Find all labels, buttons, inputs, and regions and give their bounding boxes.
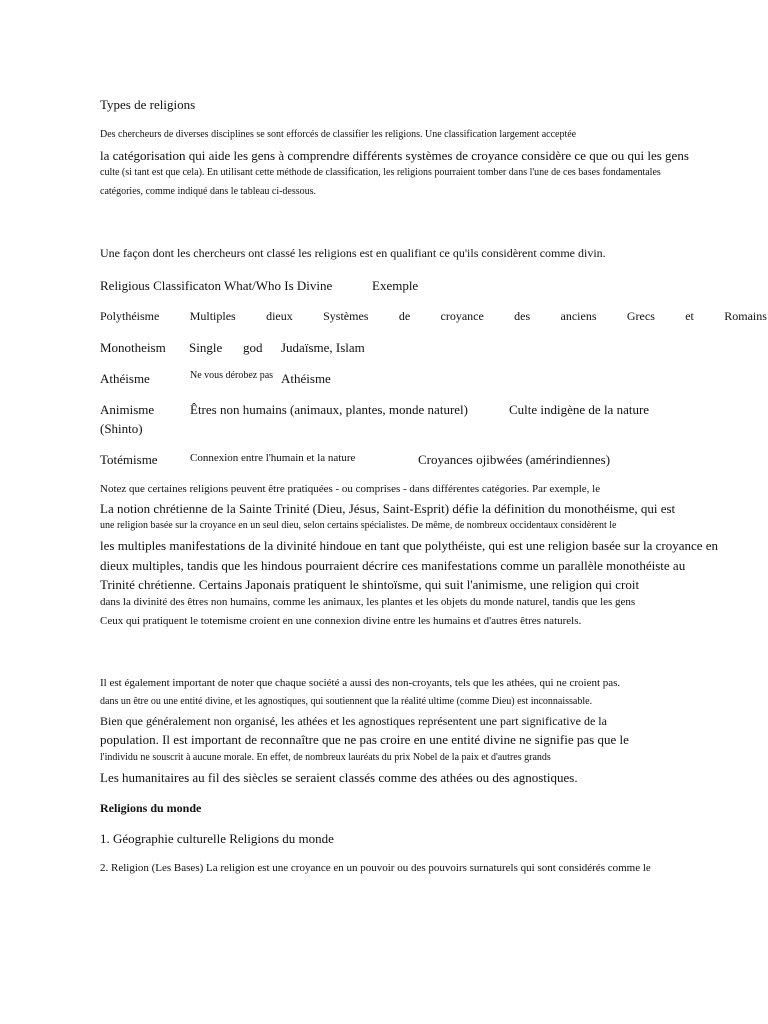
table-cell-classification: Animisme <box>100 402 155 417</box>
paragraph2-line-7: dans la divinité des êtres non humains, comme les animaux, les plantes et les objets du monde naturel, tandis que les gens <box>100 596 636 608</box>
table-cell-divine: Single <box>189 340 223 355</box>
table-cell-example: Athéisme <box>281 371 331 386</box>
intro-line-3: culte (si tant est que cela). En utilisant cette méthode de classification, les religions pourraient tomber dans l'une de ces bases fondamentales <box>100 167 661 178</box>
paragraph2-line-6: Trinité chrétienne. Certains Japonais pratiquent le shintoïsme, qui suit l'animisme, une religion qui croit <box>100 577 640 592</box>
intro-line-4: catégories, comme indiqué dans le tableau ci-dessous. <box>100 186 317 197</box>
paragraph3-line-5: l'individu ne souscrit à aucune morale. En effet, de nombreux lauréats du prix Nobel de la paix et d'autres grands <box>100 752 551 763</box>
paragraph2-line-2: La notion chrétienne de la Sainte Trinité (Dieu, Jésus, Saint-Esprit) défie la définition du monothéisme, qui est <box>100 501 676 516</box>
intro-line-1: Des chercheurs de diverses disciplines se sont efforcés de classifier les religions. Une classification largement acceptée <box>100 129 577 140</box>
table-cell-example: Croyances ojibwées (amérindiennes) <box>418 452 611 467</box>
table-cell-classification-2: (Shinto) <box>100 421 143 436</box>
table-cell-divine: god <box>243 340 263 355</box>
table-header-classification: Religious Classificaton What/Who Is Divine <box>100 278 333 293</box>
table-cell: anciens <box>560 309 597 323</box>
table-cell-classification: Monotheism <box>100 340 166 355</box>
table-cell-example: Judaïsme, Islam <box>281 340 365 355</box>
table-cell-classification: Athéisme <box>100 371 150 386</box>
table-cell: dieux <box>266 309 293 323</box>
table-cell: des <box>514 309 531 323</box>
paragraph3-line-2: dans un être ou une entité divine, et les agnostiques, qui soutiennent que la réalité ultime (comme Dieu) est inconnaissable. <box>100 696 593 707</box>
table-cell: croyance <box>440 309 484 323</box>
lead-line: Une façon dont les chercheurs ont classé les religions est en qualifiant ce qu'ils considèrent comme divin. <box>100 246 606 260</box>
table-cell: Systèmes <box>323 309 369 323</box>
list-item: 2. Religion (Les Bases) La religion est une croyance en un pouvoir ou des pouvoirs surnaturels qui sont considérés comme le <box>100 862 651 874</box>
table-cell: de <box>398 309 411 323</box>
table-cell: et <box>685 309 694 323</box>
table-cell: Grecs <box>626 309 655 323</box>
paragraph2-line-5: dieux multiples, tandis que les hindous pourraient décrire ces manifestations comme un parallèle monothéiste au <box>100 558 686 573</box>
intro-line-2: la catégorisation qui aide les gens à comprendre différents systèmes de croyance considère ce que ou qui les gens <box>100 148 689 163</box>
paragraph2-line-3: une religion basée sur la croyance en un seul dieu, selon certains spécialistes. De même, de nombreux occidentaux considèrent le <box>100 520 617 531</box>
page-title: Types de religions <box>100 97 196 112</box>
table-cell-classification: Totémisme <box>100 452 158 467</box>
table-header-example: Exemple <box>372 278 419 293</box>
paragraph3-line-1: Il est également important de noter que chaque société a aussi des non-croyants, tels que les athées, qui ne croient pas. <box>100 677 621 689</box>
paragraph3-line-3: Bien que généralement non organisé, les athées et les agnostiques représentent une part significative de la <box>100 714 607 728</box>
table-row-polytheism <box>100 309 767 324</box>
paragraph2-line-1: Notez que certaines religions peuvent être pratiquées - ou comprises - dans différentes catégories. Par exemple, le <box>100 483 601 495</box>
table-cell: Multiples <box>189 309 236 323</box>
paragraph2-line-4: les multiples manifestations de la divinité hindoue en tant que polythéiste, qui est une religion basée sur la croyance en <box>100 538 719 553</box>
paragraph2-line-8: Ceux qui pratiquent le totemisme croient en une connexion divine entre les humains et d'autres êtres naturels. <box>100 615 582 627</box>
paragraph3-line-4: population. Il est important de reconnaître que ne pas croire en une entité divine ne signifie pas que le <box>100 732 629 747</box>
table-cell-example: Culte indigène de la nature <box>509 402 650 417</box>
paragraph3-line-6: Les humanitaires au fil des siècles se seraient classés comme des athées ou des agnostiques. <box>100 770 578 785</box>
section-heading: Religions du monde <box>100 801 202 815</box>
table-cell: Romains <box>724 309 767 323</box>
list-item: 1. Géographie culturelle Religions du monde <box>100 831 334 846</box>
table-cell-divine: Connexion entre l'humain et la nature <box>190 452 356 464</box>
table-cell-divine: Ne vous dérobez pas <box>190 370 274 381</box>
table-cell: Polythéisme <box>100 309 160 323</box>
table-cell-divine: Êtres non humains (animaux, plantes, monde naturel) <box>190 402 468 417</box>
